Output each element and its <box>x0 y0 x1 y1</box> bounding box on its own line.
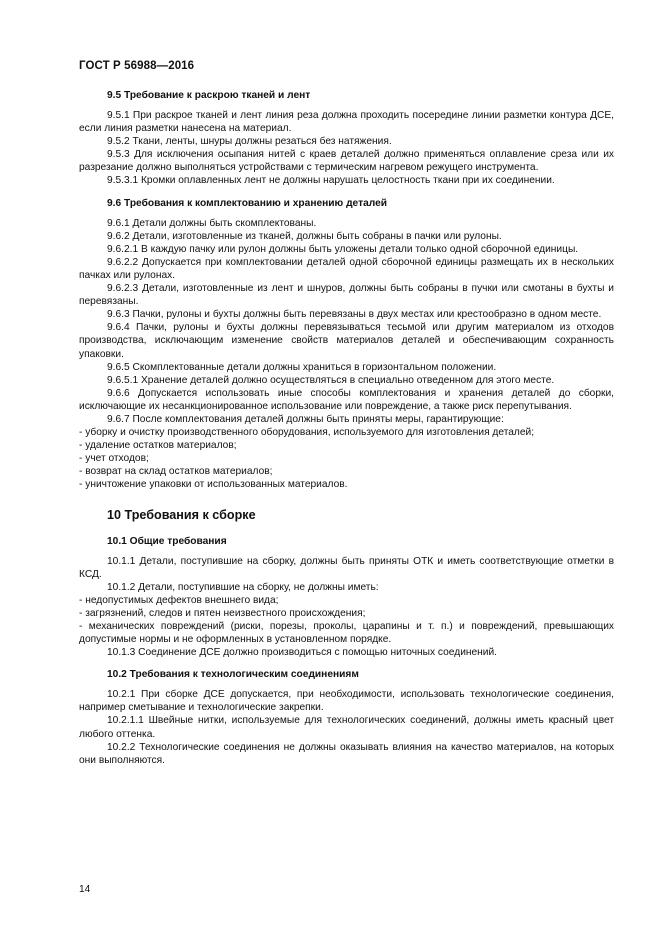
paragraph: 10.1.2 Детали, поступившие на сборку, не должны иметь: <box>107 581 379 593</box>
paragraph: 9.6.7 После комплектования деталей должны быть приняты меры, гарантирующие: <box>107 413 504 425</box>
paragraph: 10.2.1 При сборке ДСЕ допускается, при необходимости, использовать технологические соединения, например сметывание и технологические закрепки. <box>79 689 614 714</box>
list-item: - загрязнений, следов и пятен неизвестного происхождения; <box>79 607 366 619</box>
page-content <box>79 80 614 767</box>
list-item: - возврат на склад остатков материалов; <box>79 466 273 478</box>
paragraph: 9.5.1 При раскрое тканей и лент линия реза должна проходить посередине линии разметки контура ДСЕ, если линия разметки нанесена на материал. <box>79 110 614 135</box>
section-title-10-1: 10.1 Общие требования <box>107 535 227 547</box>
section-title-10-2: 10.2 Требования к технологическим соединениям <box>107 669 359 681</box>
paragraph: 10.2.1.1 Швейные нитки, используемые для технологических соединений, должны иметь красный цвет любого оттенка. <box>79 715 614 740</box>
page-number: 14 <box>79 884 91 895</box>
paragraph: 9.6.5.1 Хранение деталей должно осуществляться в специально отведенном для этого месте. <box>107 374 555 386</box>
paragraph: 10.2.2 Технологические соединения не должны оказывать влияния на качество материалов, на которых они выполняются. <box>79 741 614 766</box>
section-title-9-5: 9.5 Требование к раскрою тканей и лент <box>107 90 311 101</box>
paragraph: 9.6.2.2 Допускается при комплектовании деталей одной сборочной единицы размещать их в нескольких пачках или рулонах. <box>79 256 614 281</box>
paragraph: 9.6.1 Детали должны быть скомплектованы. <box>107 217 317 229</box>
paragraph: 9.6.3 Пачки, рулоны и бухты должны быть перевязаны в двух местах или крестообразно в одном месте. <box>107 309 602 321</box>
list-item: - учет отходов; <box>79 453 149 465</box>
paragraph: 9.5.3 Для исключения осыпания нитей с краев деталей должно применяться оплавление среза или их разрезание должно выполняться устройствами с термическим нагревом режущего инструмента. <box>79 149 614 174</box>
paragraph: 10.1.3 Соединение ДСЕ должно производиться с помощью ниточных соединений. <box>107 647 498 659</box>
paragraph: 9.5.2 Ткани, ленты, шнуры должны резаться без натяжения. <box>107 136 392 148</box>
paragraph: 9.5.3.1 Кромки оплавленных лент не должны нарушать целостность ткани при их соединении. <box>107 175 555 187</box>
paragraph: 9.6.5 Скомплектованные детали должны храниться в горизонтальном положении. <box>107 361 497 373</box>
list-item: - уборку и очистку производственного оборудования, используемого для изготовления деталей; <box>79 427 535 439</box>
paragraph: 9.6.2.1 В каждую пачку или рулон должны быть уложены детали только одной сборочной единицы. <box>107 243 579 255</box>
paragraph: 9.6.2 Детали, изготовленные из тканей, должны быть собраны в пачки или рулоны. <box>107 230 502 242</box>
list-item: - недопустимых дефектов внешнего вида; <box>79 594 279 606</box>
paragraph: 9.6.4 Пачки, рулоны и бухты должны перевязываться тесьмой или другим материалом из отходов производства, исключающим изменение свойств материалов деталей и обеспечивающим сохранность упаковки. <box>79 322 614 360</box>
paragraph: 9.6.2.3 Детали, изготовленные из лент и шнуров, должны быть собраны в пучки или смотаны в бухты и перевязаны. <box>79 283 614 308</box>
section-title-9-6: 9.6 Требования к комплектованию и хранению деталей <box>107 197 388 209</box>
list-item: - удаление остатков материалов; <box>79 440 237 452</box>
list-item: - уничтожение упаковки от использованных материалов. <box>79 479 348 491</box>
paragraph: 10.1.1 Детали, поступившие на сборку, должны быть приняты ОТК и иметь соответствующие отметки в КСД. <box>79 555 614 580</box>
chapter-title-10: 10 Требования к сборке <box>107 507 256 522</box>
paragraph: 9.6.6 Допускается использовать иные способы комплектования и хранения деталей до сборки, исключающие их несанкционированное использование или повреждение, а также риск перепутывания. <box>79 387 614 412</box>
list-item: - механических повреждений (риски, порезы, проколы, царапины и т. п.) и повреждений, превышающих допустимые нормы и не оформленных в установленном порядке. <box>79 621 614 646</box>
document-header: ГОСТ Р 56988—2016 <box>79 60 195 72</box>
